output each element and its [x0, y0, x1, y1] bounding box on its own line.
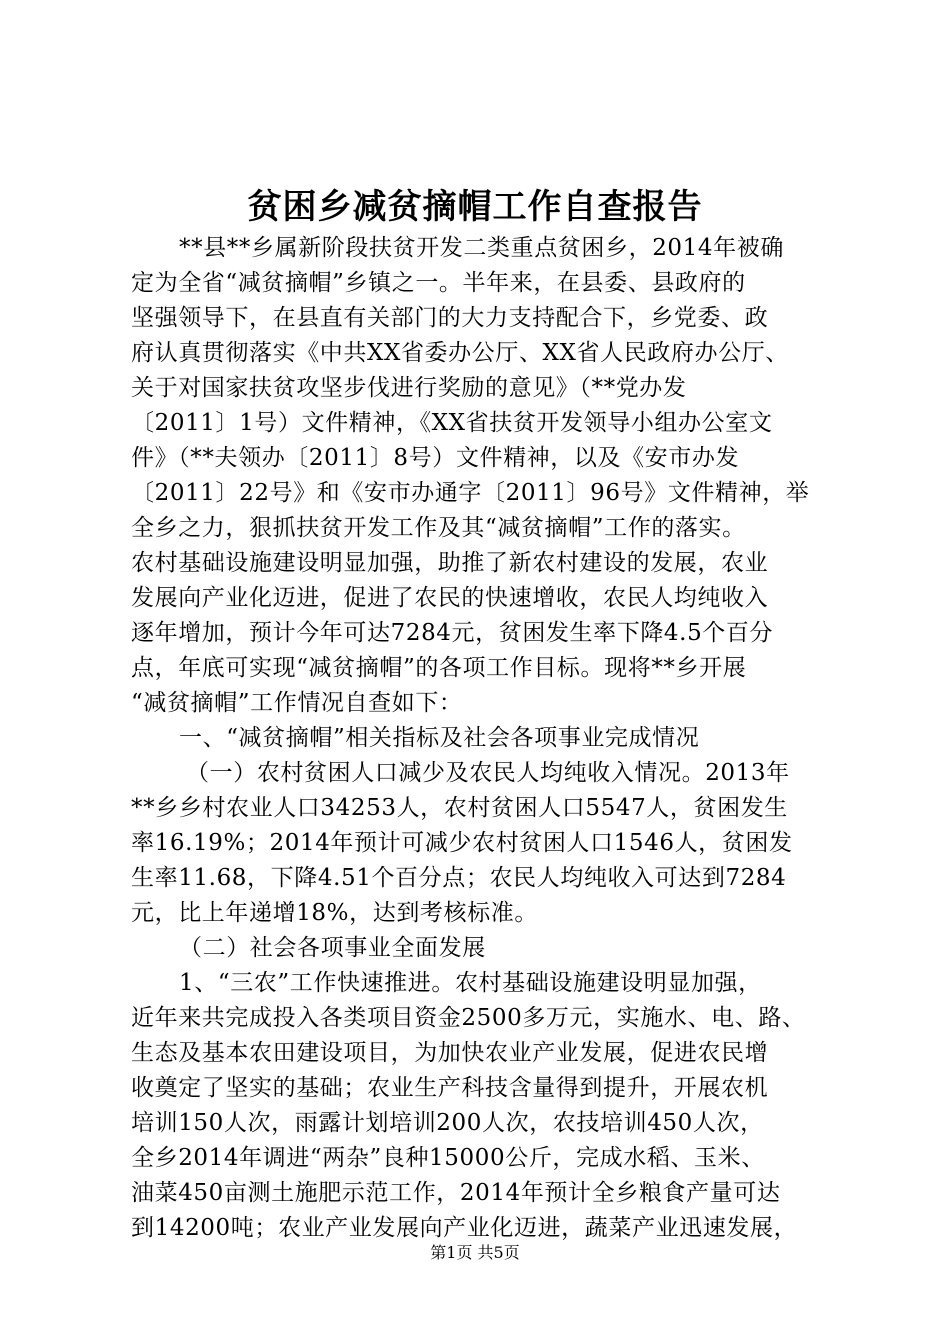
paragraph-line: 点，年底可实现“减贫摘帽”的各项工作目标。现将**乡开展	[131, 655, 747, 681]
paragraph-line: “减贫摘帽”工作情况自查如下：	[131, 690, 463, 716]
paragraph-line: 收奠定了坚实的基础；农业生产科技含量得到提升，开展农机	[131, 1075, 769, 1101]
paragraph-line: 全乡之力，狠抓扶贫开发工作及其“减贫摘帽”工作的落实。	[131, 515, 746, 541]
paragraph-line: **乡乡村农业人口34253人，农村贫困人口5547人，贫困发生	[131, 795, 788, 821]
paragraph-line: 近年来共完成投入各类项目资金2500多万元，实施水、电、路、	[131, 1005, 806, 1031]
paragraph-line: 率16.19%；2014年预计可减少农村贫困人口1546人，贫困发	[131, 830, 793, 856]
paragraph-line: 生态及基本农田建设项目，为加快农业产业发展，促进农民增	[131, 1040, 769, 1066]
page-number-footer: 第1页 共5页	[430, 1243, 520, 1262]
paragraph-line: 发展向产业化迈进，促进了农民的快速增收，农民人均纯收入	[131, 585, 769, 611]
paragraph-line: 件》（**夫领办〔2011〕8号）文件精神，以及《安市办发	[131, 445, 740, 471]
section-heading: 一、“减贫摘帽”相关指标及社会各项事业完成情况	[179, 725, 700, 751]
paragraph-line: **县**乡属新阶段扶贫开发二类重点贫困乡，2014年被确	[179, 235, 784, 261]
paragraph-line: 逐年增加，预计今年可达7284元，贫困发生率下降4.5个百分	[131, 620, 774, 646]
paragraph-line: 生率11.68，下降4.51个百分点；农民人均纯收入可达到7284	[131, 865, 787, 891]
paragraph-line: 油菜450亩测土施肥示范工作，2014年预计全乡粮食产量可达	[131, 1180, 781, 1206]
paragraph-line: 〔2011〕1号）文件精神，《XX省扶贫开发领导小组办公室文	[131, 410, 773, 436]
paragraph-line: 培训150人次，雨露计划培训200人次，农技培训450人次，	[131, 1110, 764, 1136]
paragraph-line: 元，比上年递增18%，达到考核标准。	[131, 900, 538, 926]
subsection-heading: （二）社会各项事业全面发展	[179, 935, 486, 961]
paragraph-line: 府认真贯彻落实《中共XX省委办公厅、XX省人民政府办公厅、	[131, 340, 789, 366]
subsection-heading: （一）农村贫困人口减少及农民人均纯收入情况。2013年	[186, 760, 790, 786]
paragraph-line: 农村基础设施建设明显加强，助推了新农村建设的发展，农业	[131, 550, 769, 576]
paragraph-line: 1、“三农”工作快速推进。农村基础设施建设明显加强，	[179, 970, 762, 996]
paragraph-line: 定为全省“减贫摘帽”乡镇之一。半年来，在县委、县政府的	[131, 270, 746, 296]
document-title: 贫困乡减贫摘帽工作自查报告	[247, 187, 703, 227]
paragraph-line: 关于对国家扶贫攻坚步伐进行奖励的意见》（**党办发	[131, 375, 687, 401]
paragraph-line: 到14200吨；农业产业发展向产业化迈进，蔬菜产业迅速发展，	[131, 1215, 798, 1241]
paragraph-line: 坚强领导下，在县直有关部门的大力支持配合下，乡党委、政	[131, 305, 769, 331]
paragraph-line: 〔2011〕22号》和《安市办通字〔2011〕96号》文件精神，举	[131, 480, 810, 506]
paragraph-line: 全乡2014年调进“两杂”良种15000公斤，完成水稻、玉米、	[131, 1145, 765, 1171]
